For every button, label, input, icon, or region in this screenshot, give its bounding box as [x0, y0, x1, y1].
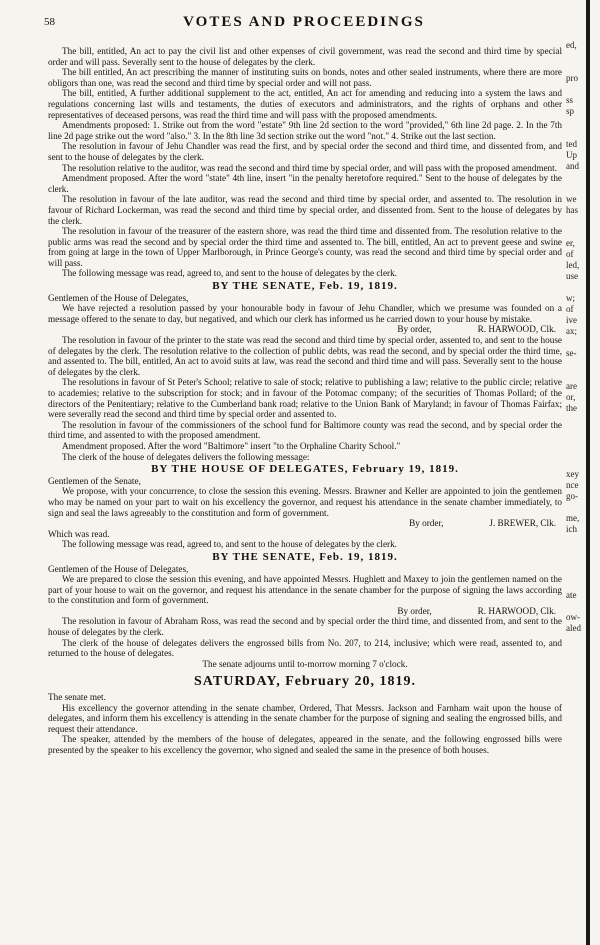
- page-number: 58: [44, 16, 55, 28]
- paragraph: Amendment proposed. After the word "Baltimore" insert "to the Orphaline Charity School.": [62, 440, 401, 451]
- gutter-fragment: ted: [566, 139, 577, 149]
- paragraph: The resolution in favour of Abraham Ross, was read the second and by special order the third time, and dissented from, and sent to the house of delegates by the clerk.: [48, 616, 562, 638]
- date-heading: SATURDAY, February 20, 1819.: [194, 674, 416, 690]
- gutter-fragment: [566, 117, 584, 128]
- paragraph: The speaker, attended by the members of the house of delegates, appeared in the senate, and the following engrossed bills were presented by the speaker to his excellency the governor, who signed and sealed the same in the presence of both houses.: [48, 734, 562, 755]
- gutter-fragment: pro: [566, 73, 578, 83]
- message-text: We are prepared to close the session this evening, and have appointed Messrs. Hughlett and Maxey to join the gentlemen named on the part of your house to wait on the governor, and request his attendance in the senate chamber for the purpose of signing the laws according to the constitution and form of government.: [48, 574, 562, 606]
- paragraph: The resolution in favour of the treasurer of the eastern shore, was read the third time and dissented from. The resolution relative to the public arms was read the second and by special order the third time and assented to. The bill, entitled, An act to prevent geese and swine from going at large in the town of Upper Marlborough, in Prince George's county, was read the second and third time by special order and will pass.: [48, 226, 562, 268]
- gutter-fragment: the: [566, 403, 577, 413]
- gutter-fragment: of: [566, 249, 574, 259]
- gutter-fragment: [566, 183, 584, 194]
- gutter-fragment: ed,: [566, 40, 577, 50]
- binding-edge: [586, 0, 590, 945]
- gutter-fragment: w;: [566, 293, 575, 303]
- gutter-fragment: nce: [566, 480, 579, 490]
- gutter-fragment: aled: [566, 623, 581, 633]
- gutter-fragment: me,: [566, 513, 580, 523]
- salutation: Gentlemen of the House of Delegates,: [48, 563, 189, 574]
- paragraph: Amendments proposed: 1. Strike out from the word "estate" 9th line 2d section to the word "provided," 6th line 2d page. 2. In the 7th line 2d page strike out the word "also." 3. In the 8th line 3d section strike out the word "not." 4. Strike out the last section.: [48, 120, 562, 141]
- gutter-fragment: go-: [566, 491, 578, 501]
- gutter-fragment: we: [566, 194, 577, 204]
- message-text: We propose, with your concurrence, to close the session this evening. Messrs. Brawner and Keller are appointed to join the gentlemen who may be named on your part to wait on his excellency the governor, and request his attendance in the senate chamber immediately, to sign and seal the laws agreeably to the constitution and form of government.: [48, 486, 562, 518]
- gutter-fragment: se-: [566, 348, 577, 358]
- paragraph: The bill entitled, An act prescribing the manner of instituting suits on bonds, notes and other sealed instruments, where there are more obligors than one, was read the second and third time by special order and will not pass.: [48, 67, 562, 88]
- gutter-fragment: [566, 282, 584, 293]
- gutter-fragment: [566, 458, 584, 469]
- salutation: Gentlemen of the House of Delegates,: [48, 292, 189, 303]
- paragraph: Which was read.: [48, 528, 110, 539]
- gutter-fragment: [566, 502, 584, 513]
- gutter-fragment: [566, 359, 584, 370]
- signature-line: By order, J. BREWER, Clk.: [409, 518, 556, 529]
- gutter-fragment: [566, 447, 584, 458]
- gutter-fragment: ate: [566, 590, 577, 600]
- gutter-fragment: ax;: [566, 326, 577, 336]
- senate-message-heading: BY THE SENATE, Feb. 19, 1819.: [212, 280, 398, 293]
- paragraph: The resolution in favour of Jehu Chandler was read the first, and by special order the second and third time, and dissented from, and sent to the house of delegates by the clerk.: [48, 141, 562, 162]
- paragraph: The bill, entitled, A further additional supplement to the act, entitled, An act for amending and reducing into a system the laws and regulations concerning last wills and testaments, the duties of executors and administrators, and the rights of orphans and other representatives of deceased persons, was read the third time and will pass with the proposed amendments.: [48, 88, 562, 120]
- gutter-fragment: Up: [566, 150, 577, 160]
- main-column: [48, 46, 562, 756]
- gutter-fragment: [566, 546, 584, 557]
- gutter-fragment: are: [566, 381, 577, 391]
- gutter-fragment: [566, 535, 584, 546]
- gutter-fragment: [566, 425, 584, 436]
- paragraph: The following message was read, agreed to, and sent to the house of delegates by the clerk.: [62, 268, 397, 279]
- paragraph: The resolution in favour of the commissioners of the school fund for Baltimore county was read the second, and by special order the third time, and assented to with the proposed amendment.: [48, 419, 562, 441]
- paragraph: The clerk of the house of delegates delivers the engrossed bills from No. 207, to 214, inclusive; which were read, assented to, and returned to the house of delegates.: [48, 637, 562, 659]
- gutter-fragment: er,: [566, 238, 575, 248]
- salutation: Gentlemen of the Senate,: [48, 475, 141, 486]
- gutter-fragment: ow-: [566, 612, 580, 622]
- house-message-heading: BY THE HOUSE OF DELEGATES, February 19, 1819.: [151, 463, 459, 476]
- paragraph: The senate met.: [48, 692, 106, 703]
- gutter-fragment: of: [566, 304, 574, 314]
- gutter-fragment: sp: [566, 106, 575, 116]
- gutter-fragment: [566, 414, 584, 425]
- gutter-fragment: [566, 62, 584, 73]
- gutter-fragment: or,: [566, 392, 576, 402]
- gutter-fragment: and: [566, 161, 579, 171]
- paragraph: Amendment proposed. After the word "state" 4th line, insert "in the penalty heretofore required." Sent to the house of delegates by the clerk.: [48, 173, 562, 194]
- paragraph: The following message was read, agreed to, and sent to the house of delegates by the clerk.: [62, 539, 397, 550]
- gutter-fragment: [566, 84, 584, 95]
- gutter-fragment: [566, 557, 584, 568]
- gutter-fragment: led,: [566, 260, 580, 270]
- gutter-fragment: [566, 579, 584, 590]
- gutter-fragment: [566, 601, 584, 612]
- page-header: [44, 14, 564, 38]
- gutter-fragment: [566, 337, 584, 348]
- gutter-fragment: has: [566, 205, 578, 215]
- gutter-fragment: [566, 370, 584, 381]
- signature-line: By order, R. HARWOOD, Clk.: [397, 324, 556, 335]
- paragraph: The clerk of the house of delegates delivers the following message:: [62, 451, 310, 462]
- gutter-fragment: ive: [566, 315, 577, 325]
- paragraph: The resolution in favour of the late auditor, was read the second and third time by special order, and assented to. The resolution in favour of Richard Lockerman, was read the second and third time by special order, and dissented from. Sent to the house of delegates by the clerk.: [48, 194, 562, 226]
- gutter-fragment: [566, 568, 584, 579]
- gutter-fragment: ich: [566, 524, 577, 534]
- paragraph: The resolution in favour of the printer to the state was read the second and third time by special order, assented to, and sent to the house of delegates by the clerk. The resolution relative to the collection of public debts, was read the second, and by special order the third time, and assented to. The bill, entitled, An act to avoid suits at law, was read the second and third time and will pass. Severally sent to the house of delegates by the clerk.: [48, 335, 562, 377]
- running-head: VOTES AND PROCEEDINGS: [183, 14, 425, 30]
- gutter-fragment: [566, 227, 584, 238]
- paragraph: The bill, entitled, An act to pay the civil list and other expenses of civil government, was read the second and third time by special order and will pass. Severally sent to the house of delegates by the clerk.: [48, 46, 562, 67]
- adjournment-line: The senate adjourns until to-morrow morning 7 o'clock.: [202, 658, 408, 669]
- paragraph: His excellency the governor attending in the senate chamber, Ordered, That Messrs. Jackson and Farnham wait upon the house of delegates, and inform them his excellency is attending in the senate chamber for the purpose of signing and sealing the engrossed bills, and request their attendance.: [48, 702, 562, 734]
- gutter-fragment: ss: [566, 95, 574, 105]
- adjacent-page-fragment: [566, 40, 584, 634]
- gutter-fragment: [566, 128, 584, 139]
- gutter-fragment: [566, 436, 584, 447]
- gutter-fragment: use: [566, 271, 578, 281]
- gutter-fragment: [566, 216, 584, 227]
- gutter-fragment: [566, 172, 584, 183]
- signature-line: By order, R. HARWOOD, Clk.: [397, 605, 556, 616]
- message-text: We have rejected a resolution passed by your honourable body in favour of Jehu Chandler, which we presume was founded on a message offered to the senate to day, but negatived, and which our clerk has informed us he carried down to your house by mistake.: [48, 303, 562, 324]
- gutter-fragment: [566, 51, 584, 62]
- paragraph: The resolution relative to the auditor, was read the second and third time by special order, and will pass with the proposed amendment.: [62, 162, 557, 173]
- paragraph: The resolutions in favour of St Peter's School; relative to sale of stock; relative to publishing a law; relative to the public circle; relative to academies; relative to the subscription for stock; and in favour of the Potomac company; of the securities of Thomas Pollard; of the directors of the Penitentiary; relative to the Cumberland bank road; relative to the Union Bank of Maryland; in favour of Thomas Fairfax; were severally read the second and third time by special order and assented to.: [48, 377, 562, 420]
- senate-message-heading: BY THE SENATE, Feb. 19, 1819.: [212, 550, 398, 563]
- gutter-fragment: xey: [566, 469, 579, 479]
